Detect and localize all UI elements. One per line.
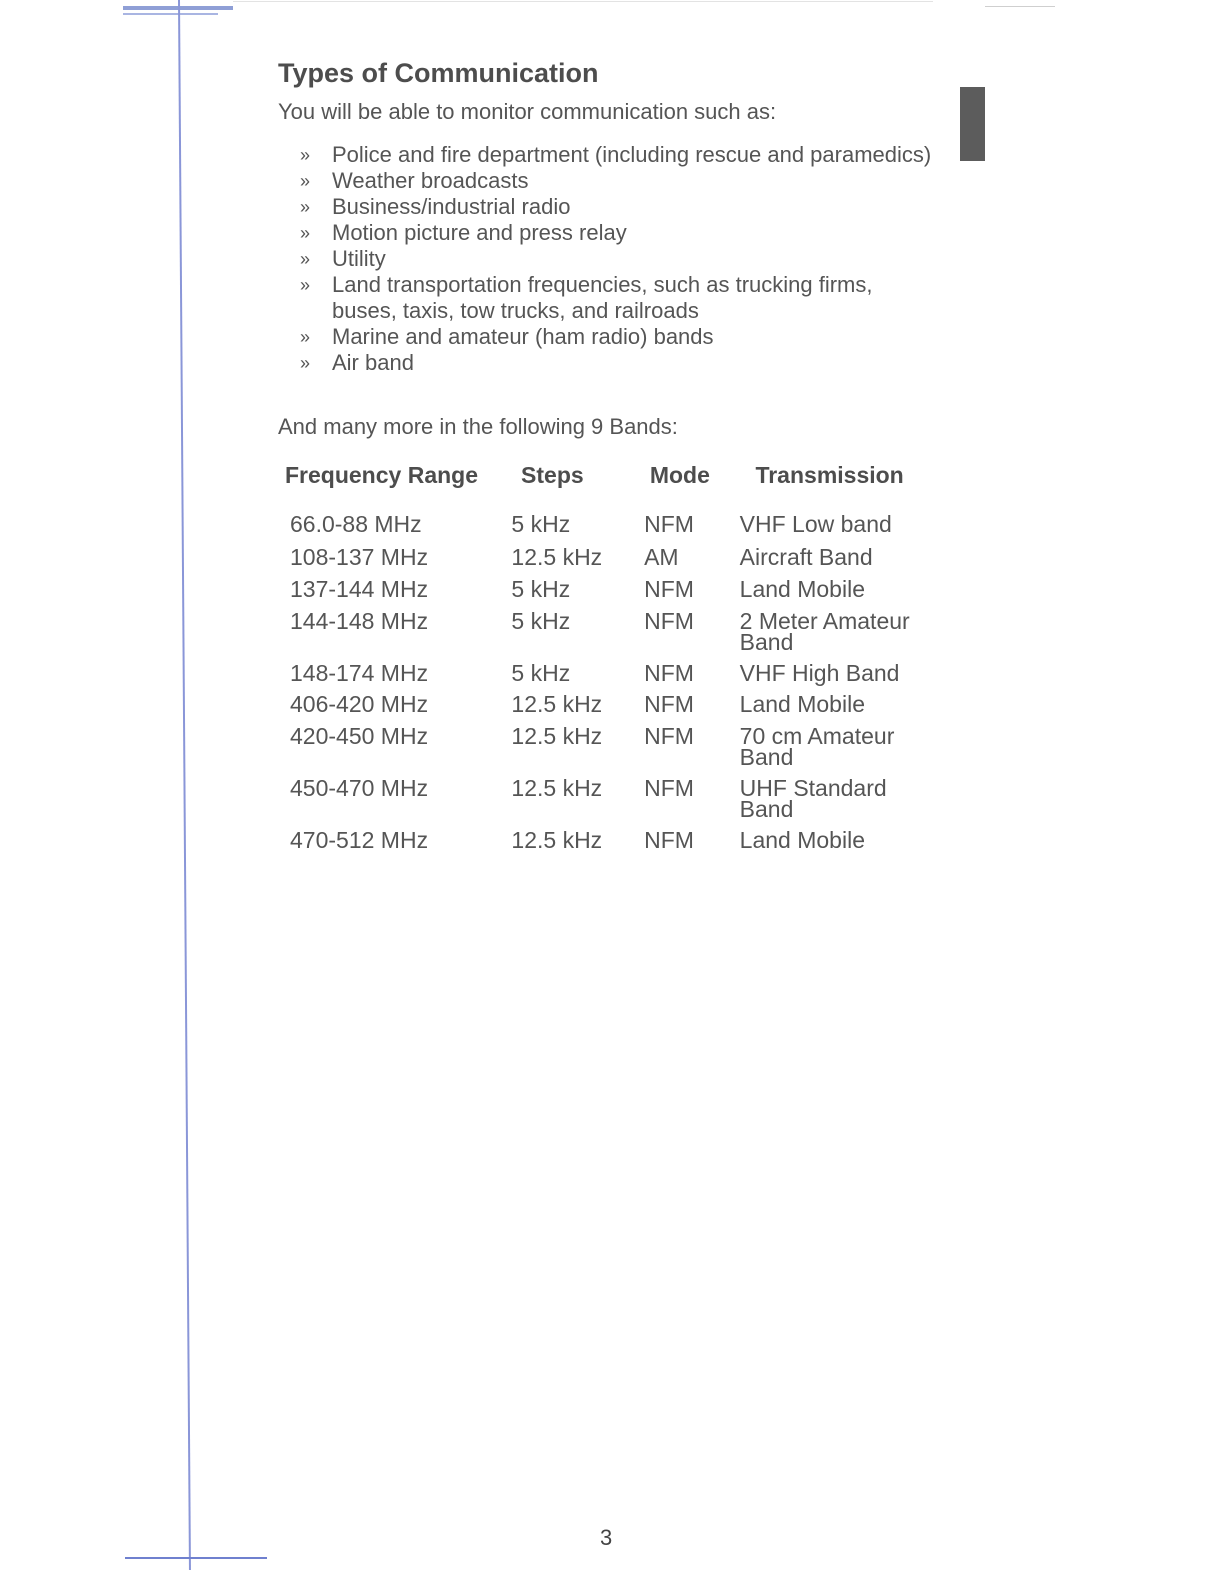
cell-frequency-range: 406-420 MHz xyxy=(290,691,429,717)
scan-artifact-top-line xyxy=(233,1,933,2)
cell-transmission: UHF Standard Band xyxy=(739,775,887,822)
bullet-chevron-icon: » xyxy=(300,275,311,295)
list-item-text: Police and fire department (including rescue and paramedics) xyxy=(332,142,932,167)
cell-transmission: 2 Meter Amateur Band xyxy=(739,608,910,655)
cell-frequency-range: 66.0-88 MHz xyxy=(290,511,422,537)
cell-frequency-range: 144-148 MHz xyxy=(290,608,429,634)
cell-steps: 5 kHz xyxy=(511,660,571,686)
header-frequency-range: Frequency Range xyxy=(285,462,478,488)
bullet-chevron-icon: » xyxy=(300,197,311,217)
list-item-text: Motion picture and press relay xyxy=(332,220,627,245)
cell-frequency-range: 108-137 MHz xyxy=(290,544,429,570)
cell-steps: 12.5 kHz xyxy=(511,827,603,853)
list-item-text: Marine and amateur (ham radio) bands xyxy=(332,324,714,349)
cell-transmission: VHF High Band xyxy=(739,660,900,686)
table-row xyxy=(285,578,925,610)
cell-steps: 12.5 kHz xyxy=(511,723,603,749)
cell-transmission: Land Mobile xyxy=(739,691,865,717)
bullet-chevron-icon: » xyxy=(300,327,311,347)
table-body xyxy=(285,513,925,861)
cell-steps: 12.5 kHz xyxy=(511,544,603,570)
header-steps: Steps xyxy=(521,462,584,488)
list-item xyxy=(300,350,940,376)
table-header xyxy=(285,462,925,502)
header-mode: Mode xyxy=(649,462,710,488)
cell-steps: 12.5 kHz xyxy=(511,691,603,717)
bullet-chevron-icon: » xyxy=(300,145,311,165)
cell-transmission: VHF Low band xyxy=(739,511,892,537)
section-tab-marker xyxy=(960,87,985,161)
page-title: Types of Communication xyxy=(278,58,599,88)
list-item xyxy=(300,246,940,272)
scan-artifact-top-left-2 xyxy=(123,13,218,15)
list-item-text: Utility xyxy=(332,246,386,271)
cell-frequency-range: 450-470 MHz xyxy=(290,775,429,801)
list-item xyxy=(300,272,940,324)
list-item xyxy=(300,142,940,168)
header-transmission: Transmission xyxy=(755,462,904,488)
list-item-text: Land transportation frequencies, such as trucking firms, buses, taxis, tow trucks, and railroads xyxy=(332,272,873,323)
cell-steps: 5 kHz xyxy=(511,511,571,537)
table-row xyxy=(285,513,925,546)
bullet-chevron-icon: » xyxy=(300,249,311,269)
table-row xyxy=(285,662,925,693)
cell-steps: 5 kHz xyxy=(511,608,571,634)
list-item-text: Weather broadcasts xyxy=(332,168,529,193)
cell-mode: NFM xyxy=(644,608,694,634)
list-item xyxy=(300,220,940,246)
table-row xyxy=(285,829,925,861)
list-item-text: Business/industrial radio xyxy=(332,194,571,219)
cell-steps: 12.5 kHz xyxy=(511,775,603,801)
table-row xyxy=(285,777,925,829)
cell-frequency-range: 470-512 MHz xyxy=(290,827,429,853)
intro-text: You will be able to monitor communication such as: xyxy=(278,99,777,124)
cell-mode: NFM xyxy=(644,827,694,853)
outro-text: And many more in the following 9 Bands: xyxy=(278,414,678,439)
cell-mode: AM xyxy=(644,544,679,570)
cell-transmission: Land Mobile xyxy=(739,827,865,853)
cell-frequency-range: 420-450 MHz xyxy=(290,723,429,749)
bullet-chevron-icon: » xyxy=(300,171,311,191)
table-row xyxy=(285,693,925,725)
cell-mode: NFM xyxy=(644,576,694,602)
list-item-text: Air band xyxy=(332,350,414,375)
cell-transmission: Land Mobile xyxy=(739,576,865,602)
cell-mode: NFM xyxy=(644,660,694,686)
frequency-table xyxy=(285,462,925,861)
scan-artifact-top-right xyxy=(985,6,1055,7)
table-row xyxy=(285,610,925,662)
cell-mode: NFM xyxy=(644,511,694,537)
cell-mode: NFM xyxy=(644,723,694,749)
cell-mode: NFM xyxy=(644,775,694,801)
cell-frequency-range: 148-174 MHz xyxy=(290,660,429,686)
cell-transmission: Aircraft Band xyxy=(739,544,873,570)
bullet-chevron-icon: » xyxy=(300,353,311,373)
bullet-chevron-icon: » xyxy=(300,223,311,243)
cell-frequency-range: 137-144 MHz xyxy=(290,576,429,602)
list-item xyxy=(300,324,940,350)
scan-artifact-bottom-line xyxy=(125,1557,267,1559)
list-item xyxy=(300,168,940,194)
cell-mode: NFM xyxy=(644,691,694,717)
table-row xyxy=(285,546,925,578)
binder-margin-line xyxy=(178,0,191,1570)
table-row xyxy=(285,725,925,777)
cell-transmission: 70 cm Amateur Band xyxy=(739,723,895,770)
page-number: 3 xyxy=(600,1525,613,1550)
list-item xyxy=(300,194,940,220)
cell-steps: 5 kHz xyxy=(511,576,571,602)
communication-list xyxy=(300,142,940,376)
